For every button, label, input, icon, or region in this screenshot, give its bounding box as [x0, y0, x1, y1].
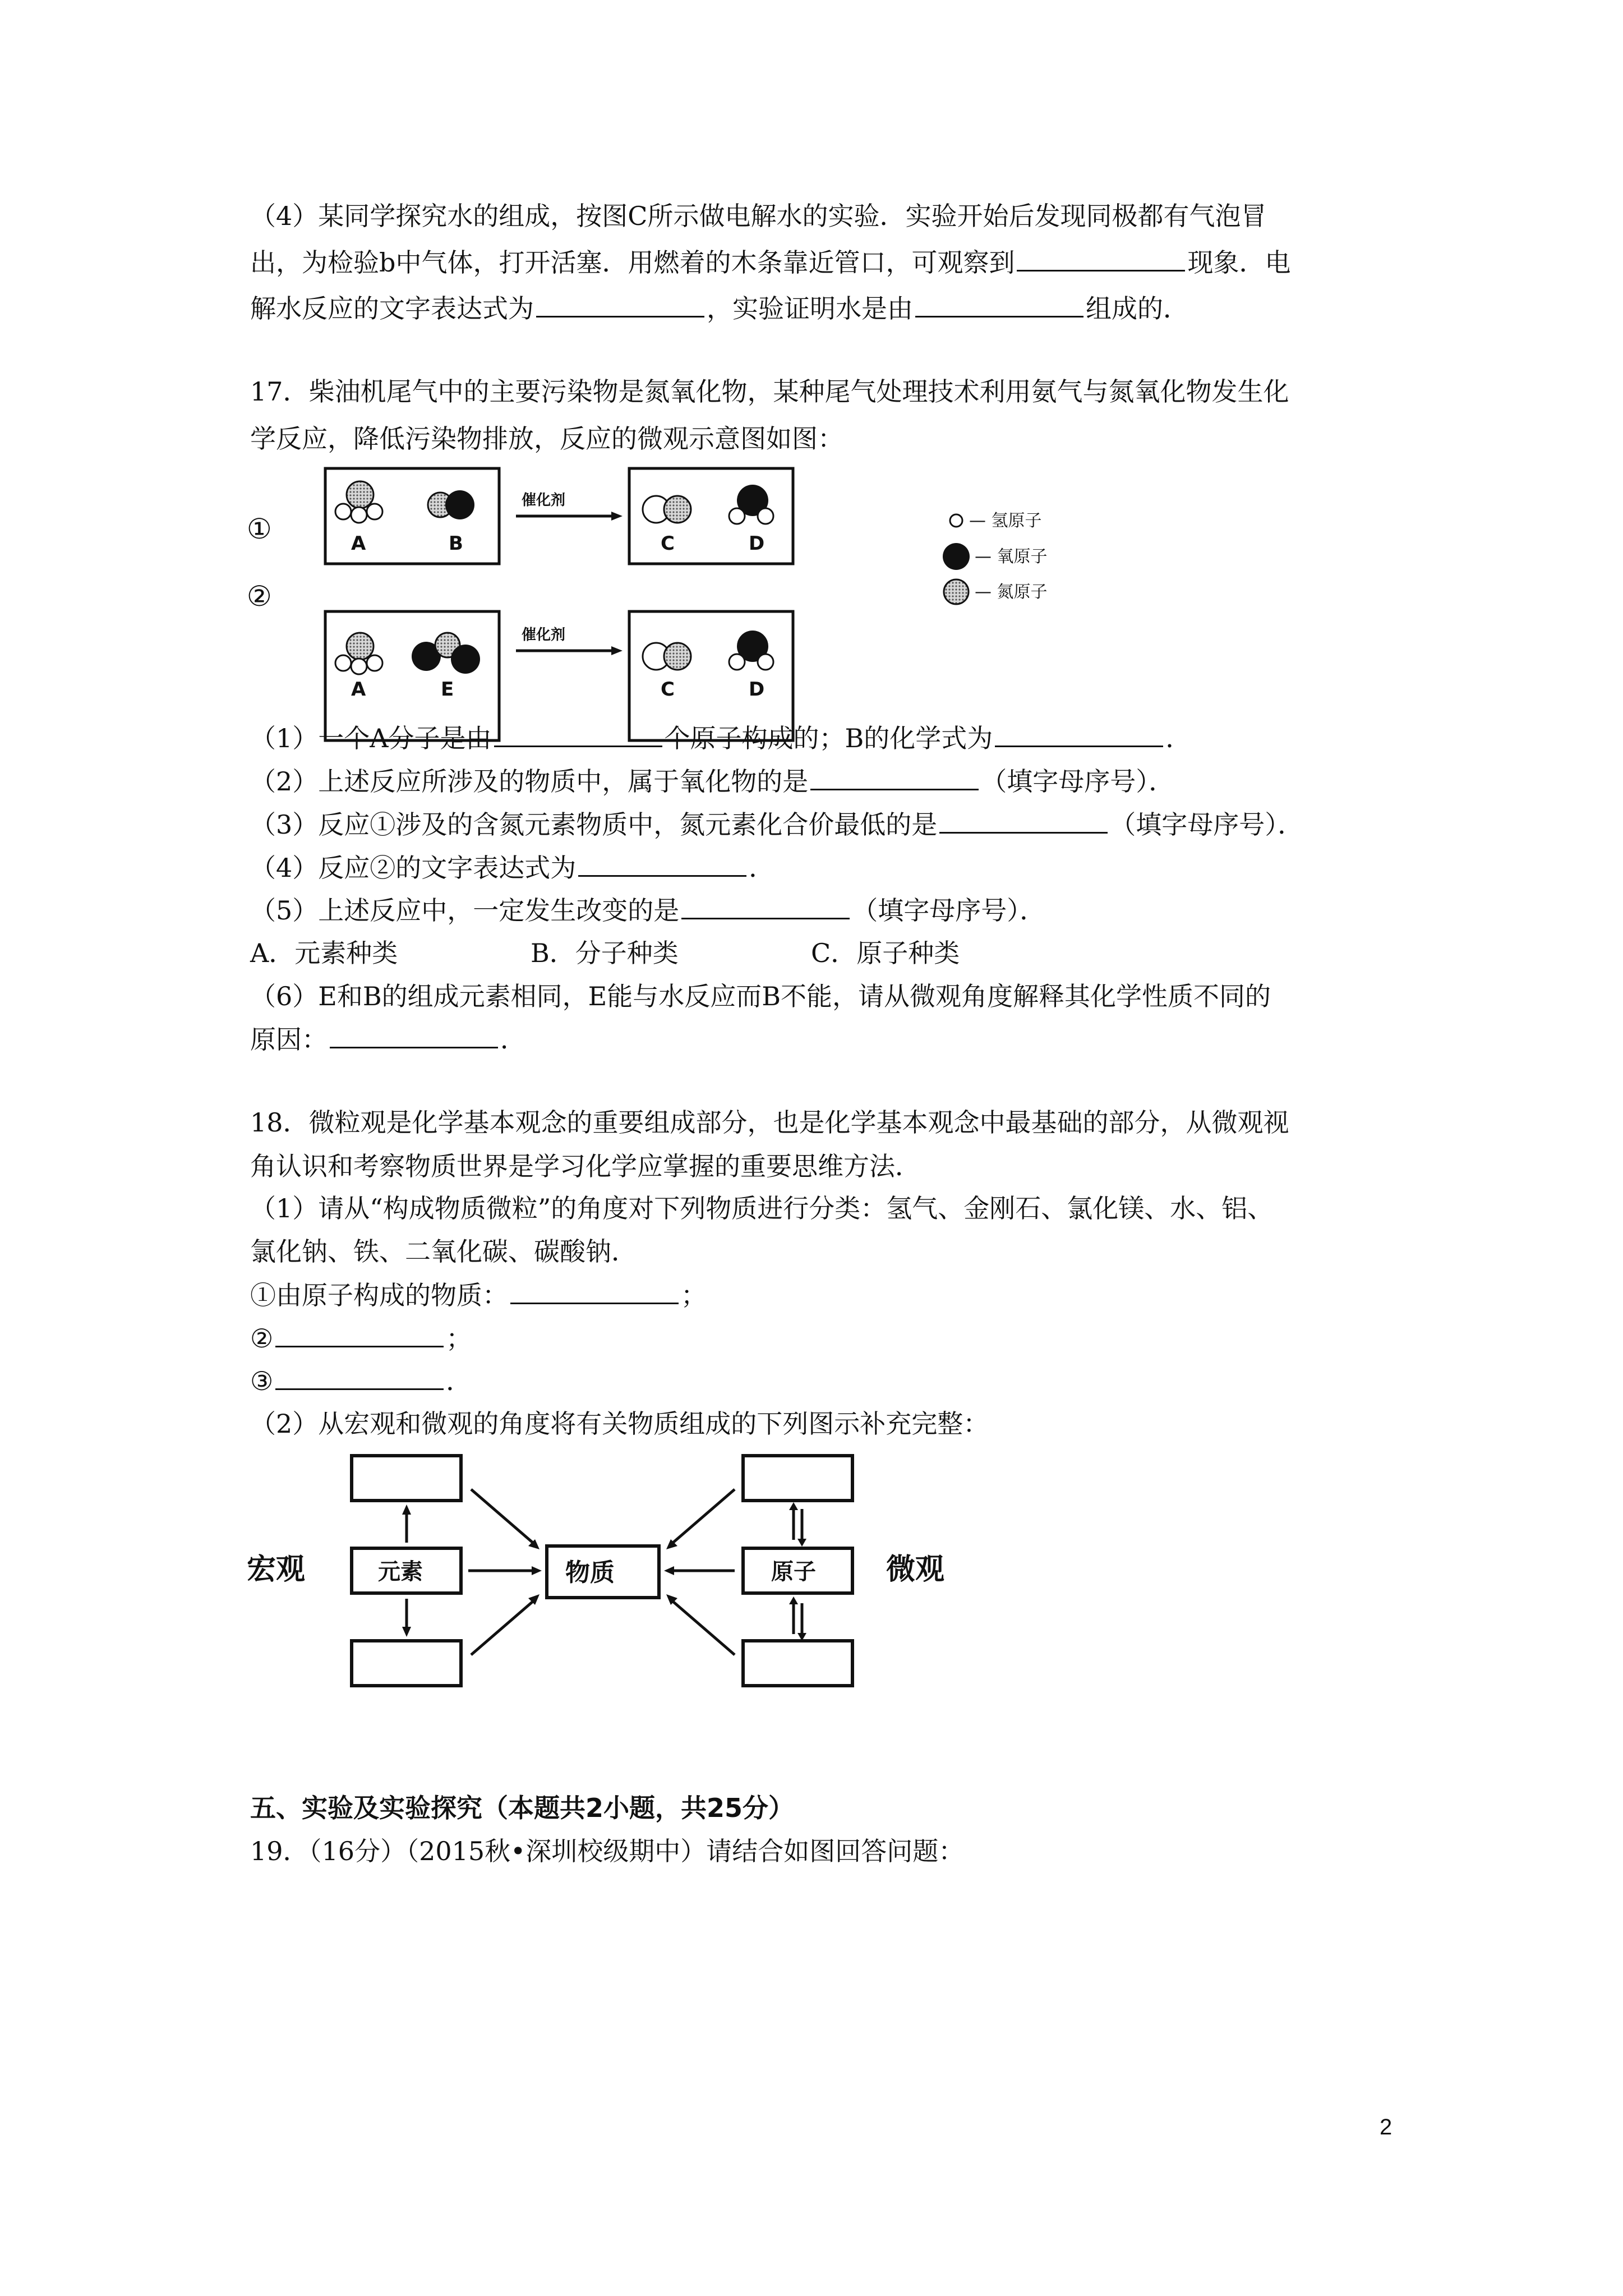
answer-blank[interactable] [494, 721, 662, 747]
label-a-2: A [351, 678, 366, 701]
macro-top-blank-box [352, 1456, 461, 1501]
q17-part1: （1）一个A分子是由 个原子构成的；B的化学式为 ． [250, 721, 1191, 755]
q17-part4: （4）反应②的文字表达式为 ． [250, 850, 774, 885]
answer-blank[interactable] [578, 850, 746, 877]
molecule-e [412, 633, 480, 674]
answer-blank[interactable] [275, 1364, 444, 1390]
molecule-c-2 [643, 643, 691, 670]
q18-part1-line1: （1）请从“构成物质微粒”的角度对下列物质进行分类：氢气、金刚石、氯化镁、水、铝、 [250, 1193, 1274, 1223]
label-c-1: C [661, 532, 675, 555]
reaction-1-label: ① [247, 513, 272, 545]
q17-part3: （3）反应①涉及的含氮元素物质中，氮元素化合价最低的是 （填字母序号）． [250, 807, 1303, 841]
option-a: A．元素种类 [250, 938, 398, 968]
label-e: E [441, 678, 454, 701]
answer-blank[interactable] [1017, 245, 1185, 272]
macro-label: 宏观 [247, 1553, 306, 1586]
q17-options [250, 936, 960, 970]
option-b: B．分子种类 [531, 938, 679, 968]
answer-blank[interactable] [510, 1278, 679, 1304]
answer-blank[interactable] [810, 764, 979, 790]
page-number: 2 [1380, 2115, 1393, 2139]
q18-intro-line1: 18．微粒观是化学基本观念的重要组成部分，也是化学基本观念中最基础的部分，从微观视 [250, 1107, 1289, 1138]
substance-label: 物质 [565, 1558, 615, 1587]
reaction-2-label: ② [247, 580, 272, 613]
q16-4-line3: 解水反应的文字表达式为 ，实验证明水是由 组成的． [250, 291, 1189, 325]
legend-oxygen: — 氧原子 [975, 547, 1048, 567]
label-a-1: A [351, 532, 366, 555]
q18-item1: ①由原子构成的物质： ； [250, 1278, 707, 1312]
q17-part6-line2: 原因： ． [250, 1022, 526, 1056]
q17-intro-line2: 学反应，降低污染物排放，反应的微观示意图如图： [250, 424, 843, 454]
answer-blank[interactable] [939, 807, 1108, 834]
atom-label: 原子 [771, 1559, 816, 1585]
q18-intro-line2: 角认识和考察物质世界是学习化学应掌握的重要思维方法． [250, 1151, 921, 1181]
q17-intro-line1: 17．柴油机尾气中的主要污染物是氮氧化物，某种尾气处理技术利用氨气与氮氧化物发生化 [250, 376, 1289, 407]
molecule-b [428, 490, 474, 519]
q18-part2: （2）从宏观和微观的角度将有关物质组成的下列图示补充完整： [250, 1409, 989, 1439]
label-b: B [449, 532, 463, 555]
answer-blank[interactable] [995, 721, 1163, 747]
q18-item2: ② ； [250, 1321, 472, 1355]
q16-4-line1: （4）某同学探究水的组成，按图C所示做电解水的实验．实验开始后发现同极都有气泡冒 [250, 201, 1267, 231]
legend-hydrogen: — 氢原子 [969, 511, 1042, 531]
q18-item3: ③ ． [250, 1364, 472, 1398]
micro-label: 微观 [886, 1553, 945, 1586]
q17-part2: （2）上述反应所涉及的物质中，属于氧化物的是 （填字母序号）． [250, 764, 1174, 798]
element-label: 元素 [378, 1559, 423, 1585]
macro-micro-diagram [241, 1447, 1004, 1705]
molecule-c-1 [643, 496, 691, 523]
molecule-reaction-diagram [241, 460, 1150, 752]
catalyst-label-2: 催化剂 [522, 627, 566, 643]
label-c-2: C [661, 678, 675, 701]
answer-blank[interactable] [681, 893, 850, 919]
answer-blank[interactable] [536, 291, 704, 318]
micro-top-blank-box [743, 1456, 852, 1501]
q19-stem: 19．（16分）（2015秋•深圳校级期中）请结合如图回答问题： [250, 1836, 965, 1866]
catalyst-label-1: 催化剂 [522, 492, 566, 509]
q17-part6-line1: （6）E和B的组成元素相同，E能与水反应而B不能，请从微观角度解释其化学性质不同的 [250, 981, 1271, 1011]
answer-blank[interactable] [275, 1321, 444, 1347]
atom-legend [943, 511, 1048, 604]
q16-4-line2: 出，为检验b中气体，打开活塞．用燃着的木条靠近管口，可观察到 现象．电 [250, 245, 1290, 279]
micro-bottom-blank-box [743, 1641, 852, 1686]
macro-bottom-blank-box [352, 1641, 461, 1686]
label-d-1: D [749, 532, 765, 555]
q17-part5: （5）上述反应中，一定发生改变的是 （填字母序号）． [250, 893, 1045, 927]
option-c: C．原子种类 [811, 938, 960, 968]
section-5-title: 五、实验及实验探究（本题共2小题，共25分） [250, 1793, 795, 1823]
molecule-a-2 [335, 633, 382, 674]
answer-blank[interactable] [330, 1022, 498, 1048]
label-d-2: D [749, 678, 765, 701]
molecule-d-1 [729, 485, 773, 524]
legend-nitrogen: — 氮原子 [975, 582, 1048, 602]
molecule-a-1 [335, 481, 382, 523]
molecule-d-2 [729, 631, 773, 670]
q18-part1-line2: 氯化钠、铁、二氧化碳、碳酸钠． [250, 1236, 637, 1267]
answer-blank[interactable] [915, 291, 1083, 318]
